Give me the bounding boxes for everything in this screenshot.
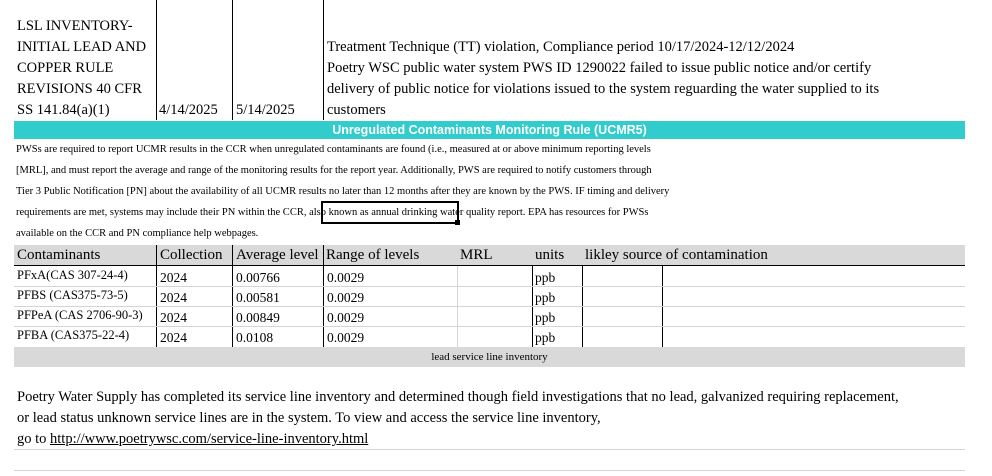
- col-header: likley source of contamination: [585, 247, 768, 263]
- paragraph-line: [MRL], and must report the average and range of the monitoring results for the report year. Additionally, PWS are required to notify customers through: [16, 165, 652, 176]
- rule-line: SS 141.84(a)(1): [17, 102, 110, 118]
- row-border: [14, 265, 965, 266]
- cell-units: ppb: [535, 310, 556, 325]
- explanation-line: Poetry WSC public water system PWS ID 1290022 failed to issue public notice and/or certify: [327, 60, 872, 76]
- rule-line: INITIAL LEAD AND: [17, 39, 147, 55]
- cell-border: [232, 245, 233, 347]
- selected-cell[interactable]: [321, 201, 459, 224]
- rule-line: REVISIONS 40 CFR: [17, 81, 142, 97]
- row-border: [14, 286, 965, 287]
- cell-border: [232, 0, 233, 120]
- service-line-inventory-link[interactable]: http://www.poetrywsc.com/service-line-inventory.html: [50, 431, 369, 447]
- rule-line: COPPER RULE: [17, 60, 114, 76]
- explanation-line: delivery of public notice for violations issued to the system reguarding the water supplied to its: [327, 81, 880, 97]
- begin-date: 4/14/2025: [159, 102, 218, 118]
- cell-border: [156, 245, 157, 347]
- cell-range: 0.0029: [327, 290, 365, 305]
- col-header: Collection: [160, 247, 223, 263]
- cell-border: [156, 0, 157, 120]
- row-border: [14, 306, 965, 307]
- explanation-line: customers: [327, 102, 386, 118]
- lsl-text-line: or lead status unknown service lines are in the system. To view and access the service line inventory,: [17, 410, 601, 426]
- lsl-text-line: Poetry Water Supply has completed its service line inventory and determined though field investigations that no lead, galvanized requiring replacement,: [17, 389, 899, 405]
- cell-border: [323, 245, 324, 347]
- cell-average: 0.00581: [236, 290, 280, 305]
- end-date: 5/14/2025: [236, 102, 295, 118]
- cell-range: 0.0029: [327, 270, 365, 285]
- col-header: Contaminants: [17, 247, 101, 263]
- ucmr-title-band: Unregulated Contaminants Monitoring Rule (UCMR5): [14, 121, 965, 139]
- paragraph-line: PWSs are required to report UCMR results in the CCR when unregulated contaminants are found (i.e., measured at or above minimum reporting levels: [16, 144, 651, 155]
- paragraph-line: requirements are met, systems may include their PN within the CCR, also known as annual drinking water quality report. EPA has resources for PWSs: [16, 207, 649, 218]
- cell-average: 0.00766: [236, 270, 280, 285]
- cell-range: 0.0029: [327, 310, 365, 325]
- paragraph-line: Tier 3 Public Notification [PN] about the availability of all UCMR results no later than 12 months after they are known by the PWS. IF timing and delivery: [16, 186, 670, 197]
- col-header: Range of levels: [326, 247, 420, 263]
- cell-contaminant: PFBS (CAS375-73-5): [17, 288, 128, 302]
- col-header: units: [535, 247, 565, 263]
- cell-average: 0.0108: [236, 330, 274, 345]
- cell-contaminant: PFBA (CAS375-22-4): [17, 328, 130, 342]
- lsl-link-prefix: go to: [17, 431, 51, 447]
- fill-handle[interactable]: [455, 220, 460, 225]
- row-border: [14, 326, 965, 327]
- col-header: Average level: [236, 247, 319, 263]
- cell-contaminant: PFxA(CAS 307-24-4): [17, 268, 128, 282]
- cell-units: ppb: [535, 290, 556, 305]
- cell-range: 0.0029: [327, 330, 365, 345]
- lsl-title-band: lead service line inventory: [14, 347, 965, 367]
- cell-collection: 2024: [160, 310, 187, 325]
- cell-collection: 2024: [160, 330, 187, 345]
- cell-collection: 2024: [160, 270, 187, 285]
- cell-border: [323, 0, 324, 120]
- lsl-text-line: [17, 430, 368, 450]
- cell-collection: 2024: [160, 290, 187, 305]
- paragraph-line: available on the CCR and PN compliance help webpages.: [16, 228, 259, 239]
- cell-contaminant: PFPeA (CAS 2706-90-3): [17, 308, 143, 322]
- cell-units: ppb: [535, 330, 556, 345]
- explanation-line: Treatment Technique (TT) violation, Compliance period 10/17/2024-12/12/2024: [327, 39, 795, 55]
- cell-average: 0.00849: [236, 310, 280, 325]
- row-border: [14, 449, 965, 450]
- cell-units: ppb: [535, 270, 556, 285]
- rule-line: LSL INVENTORY-: [17, 18, 133, 34]
- col-header: MRL: [460, 247, 493, 263]
- row-border: [14, 470, 965, 471]
